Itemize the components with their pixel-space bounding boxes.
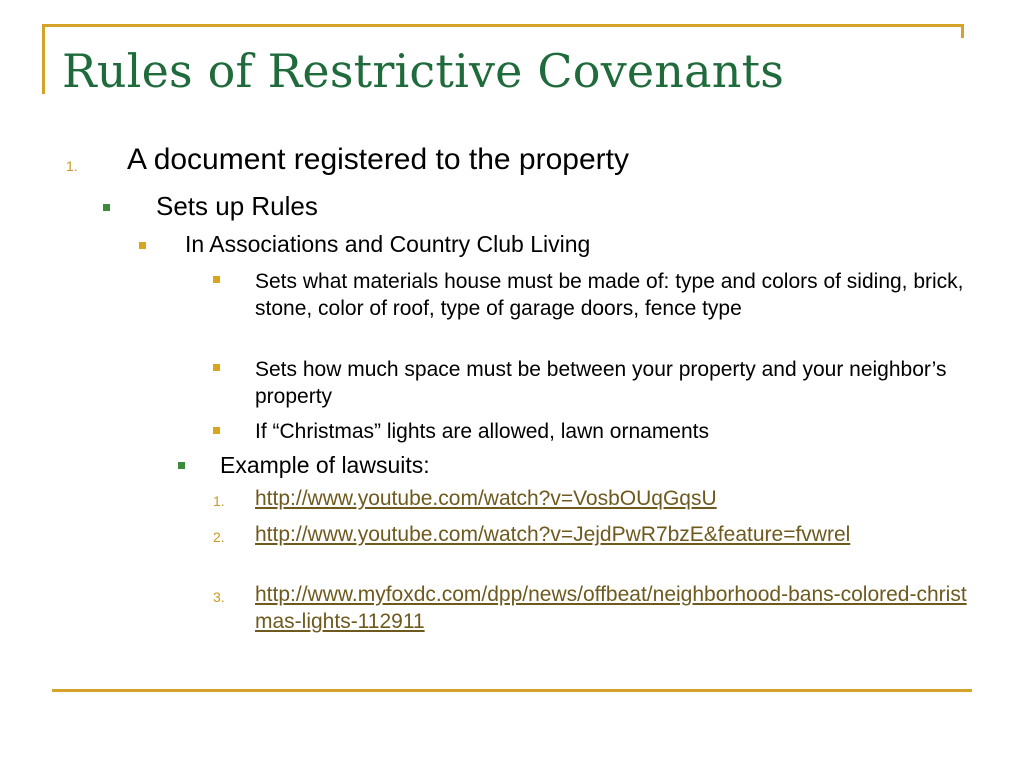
bullet-square-icon — [213, 276, 220, 283]
list-number-link-3: 3. — [213, 589, 225, 605]
frame-bottom-line — [52, 689, 972, 692]
list-number-link-2: 2. — [213, 529, 225, 545]
list-item-sets-up-rules: Sets up Rules — [156, 191, 318, 221]
list-item-document: A document registered to the property — [127, 143, 629, 176]
list-item-associations: In Associations and Country Club Living — [185, 231, 591, 257]
bullet-square-icon — [213, 364, 220, 371]
bullet-square-icon — [178, 462, 185, 469]
slide-title: Rules of Restrictive Covenants — [62, 44, 785, 98]
frame-right-tick — [961, 24, 964, 38]
list-item-examples: Example of lawsuits: — [220, 452, 430, 478]
list-number-link-1: 1. — [213, 493, 225, 509]
bullet-square-icon — [213, 427, 220, 434]
link-myfoxdc[interactable]: http://www.myfoxdc.com/dpp/news/offbeat/neighborhood-bans-colored-christmas-lights-112911 — [255, 583, 967, 633]
list-number-1: 1. — [66, 158, 78, 174]
list-item-space: Sets how much space must be between your property and your neighbor’s property — [255, 358, 947, 408]
frame-left-line — [42, 24, 45, 94]
frame-top-line — [42, 24, 964, 27]
list-item-christmas-lights: If “Christmas” lights are allowed, lawn ornaments — [255, 420, 710, 443]
list-item-materials: Sets what materials house must be made of: type and colors of siding, brick, stone, color of roof, type of garage doors, fence type — [255, 270, 964, 320]
bullet-square-icon — [139, 242, 146, 249]
link-youtube-1[interactable]: http://www.youtube.com/watch?v=VosbOUqGqsU — [255, 487, 717, 510]
link-youtube-2[interactable]: http://www.youtube.com/watch?v=JejdPwR7bzE&feature=fvwrel — [255, 523, 851, 546]
bullet-square-icon — [103, 204, 110, 211]
